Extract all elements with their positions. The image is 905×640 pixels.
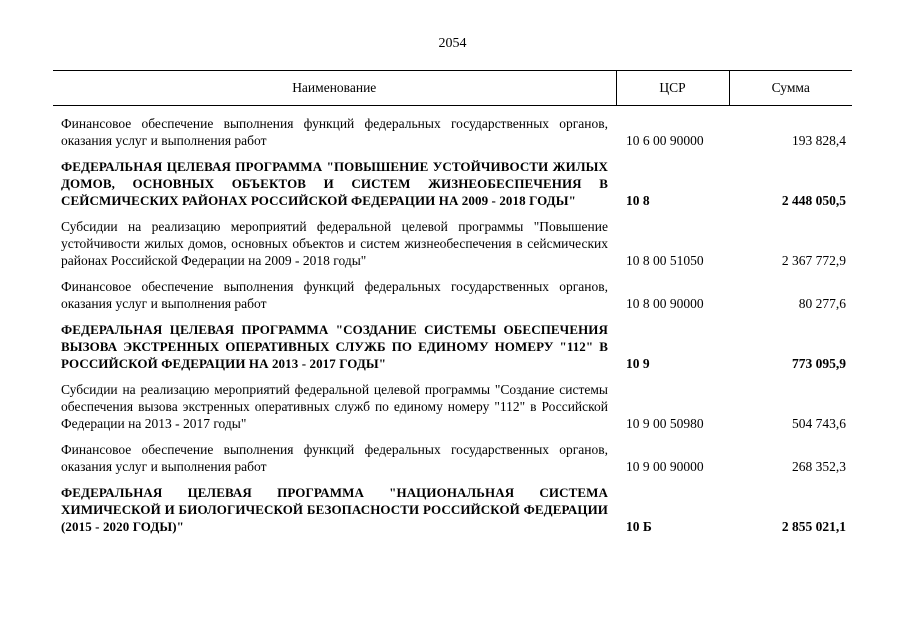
row-sum: 2 367 772,9 [781,253,846,268]
row-name: Субсидии на реализацию мероприятий федеральной целевой программы "Повышение устойчивости жилых домов, основных объектов и систем жизнеобеспечения в сейсмических районах Российской Федерации на 2009 - 2018 годы" [61,219,608,268]
budget-table [53,70,852,535]
table-row [53,372,852,432]
table-row-program [53,149,852,209]
page-number: 2054 [438,36,467,51]
row-name: ФЕДЕРАЛЬНАЯ ЦЕЛЕВАЯ ПРОГРАММА "СОЗДАНИЕ СИСТЕМЫ ОБЕСПЕЧЕНИЯ ВЫЗОВА ЭКСТРЕННЫХ ОПЕРАТИВНЫХ СЛУЖБ ПО ЕДИНОМУ НОМЕРУ "112" В РОССИЙСКОЙ ФЕДЕРАЦИИ НА 2013 - 2017 ГОДЫ" [61,322,608,371]
table-row [53,106,852,150]
header-csr: ЦСР [616,71,729,106]
row-name: Финансовое обеспечение выполнения функций федеральных государственных органов, оказания услуг и выполнения работ [61,442,608,474]
row-sum: 504 743,6 [792,416,846,431]
table-row-program [53,312,852,372]
row-sum: 268 352,3 [792,459,846,474]
table-row [53,269,852,312]
row-csr: 10 8 00 90000 [626,296,704,311]
row-sum: 193 828,4 [792,133,846,148]
row-name: Финансовое обеспечение выполнения функций федеральных государственных органов, оказания услуг и выполнения работ [61,279,608,311]
row-csr: 10 9 [626,356,650,371]
row-csr: 10 9 00 90000 [626,459,704,474]
row-name: ФЕДЕРАЛЬНАЯ ЦЕЛЕВАЯ ПРОГРАММА "ПОВЫШЕНИЕ УСТОЙЧИВОСТИ ЖИЛЫХ ДОМОВ, ОСНОВНЫХ ОБЪЕКТОВ И СИСТЕМ ЖИЗНЕОБЕСПЕЧЕНИЯ В СЕЙСМИЧЕСКИХ РАЙОНАХ РОССИЙСКОЙ ФЕДЕРАЦИИ НА 2009 - 2018 ГОДЫ" [61,159,608,208]
row-sum: 2 855 021,1 [781,519,846,534]
row-sum: 80 277,6 [798,296,846,311]
table-row [53,209,852,269]
table-body [53,106,852,536]
row-csr: 10 6 00 90000 [626,133,704,148]
row-csr: 10 Б [626,519,652,534]
row-sum: 773 095,9 [792,356,846,371]
header-name: Наименование [53,71,616,106]
table-row-program [53,475,852,535]
row-name: Финансовое обеспечение выполнения функций федеральных государственных органов, оказания услуг и выполнения работ [61,116,608,148]
header-row [53,71,852,106]
table-row [53,432,852,475]
header-sum: Сумма [729,71,852,106]
row-csr: 10 9 00 50980 [626,416,704,431]
row-name: Субсидии на реализацию мероприятий федеральной целевой программы "Создание системы обеспечения вызова экстренных оперативных служб по единому номеру "112" в Российской Федерации на 2013 - 2017 годы" [61,382,608,431]
row-sum: 2 448 050,5 [781,193,846,208]
row-name: ФЕДЕРАЛЬНАЯ ЦЕЛЕВАЯ ПРОГРАММА "НАЦИОНАЛЬНАЯ СИСТЕМА ХИМИЧЕСКОЙ И БИОЛОГИЧЕСКОЙ БЕЗОПАСНОСТИ РОССИЙСКОЙ ФЕДЕРАЦИИ (2015 - 2020 ГОДЫ)" [61,485,608,534]
row-csr: 10 8 00 51050 [626,253,704,268]
table-header [53,71,852,106]
row-csr: 10 8 [626,193,650,208]
